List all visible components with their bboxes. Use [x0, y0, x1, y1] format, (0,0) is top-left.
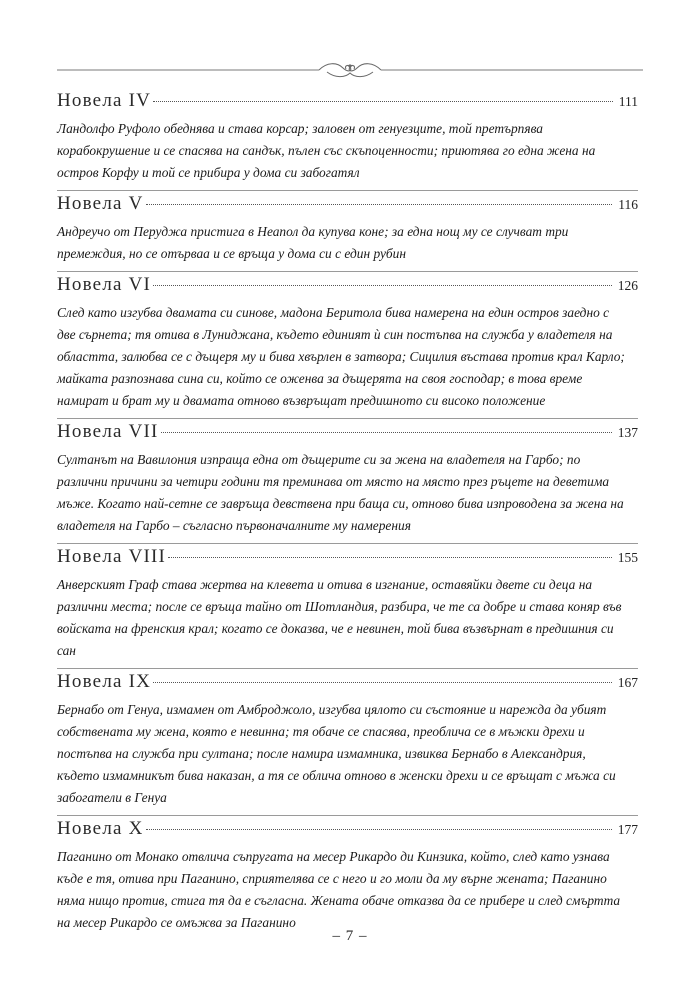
entry-page-number: 126 [617, 278, 638, 293]
dot-leader [153, 285, 612, 286]
entry-page-number: 155 [617, 550, 638, 565]
entry-summary: Анверският Граф става жертва на клевета и отива в изгнание, оставяйки двете си деца на различни места; после се връща тайно от Шотландия, разбира, че те са добре и става коняр във войската на френския крал; когато се доказва, че е невинен, той бива възвърнат в предишния си сан [57, 577, 622, 658]
dot-leader [161, 432, 612, 433]
entry-summary: Ландолфо Руфоло обеднява и става корсар; заловен от генуезците, той претърпява корабокрушение и се спасява на сандък, пълен със скъпоценности; приютява го една жена на остров Корфу и той се прибира у дома си забогатял [57, 121, 596, 180]
entry-page-number: 111 [618, 94, 638, 109]
dot-leader [168, 557, 612, 558]
divider [57, 271, 638, 272]
dot-leader [146, 204, 613, 205]
dot-leader [153, 101, 613, 102]
entry-summary: Бернабо от Генуа, измамен от Амброджоло, изгубва цялото си състояние и нарежда да убият собствената му жена, която е невинна; тя обаче се спасява, преоблича се в мъжки дрехи и постъпва на служба при султана; после намира измамника, извиква Бернабо в Александрия, където измамникът бива наказан, а тя се облича отново в женски дрехи и се връщат с мъжа си забогатели в Генуа [57, 702, 616, 805]
toc-entry[interactable] [57, 671, 638, 816]
dot-leader [146, 829, 612, 830]
page-number-footer: – 7 – [332, 928, 368, 944]
toc-entry[interactable] [57, 421, 638, 544]
entry-title: Новела IV [57, 90, 152, 111]
entry-summary: След като изгубва двамата си синове, мадона Беритола бива намерена на един остров заедно с две сърнета; тя отива в Луниджана, където единият ѝ син постъпва на служба у владетеля на областта, залюбва се с дъщеря му и бива хвърлен в затвора; Сицилия въстава против крал Карло; майката разпознава сина си, който се оженва за дъщерята на своя господар; в това време намират и брат му и двамата отново възвръщат предишното си високо положение [57, 305, 625, 408]
divider [57, 543, 638, 544]
entry-title: Новела IX [57, 671, 152, 692]
flourish-divider-icon [57, 58, 643, 82]
table-of-contents [57, 90, 638, 940]
entry-page-number: 137 [617, 425, 638, 440]
divider [57, 668, 638, 669]
divider [57, 815, 638, 816]
entry-summary: Султанът на Вавилония изпраща една от дъщерите си за жена на владетеля на Гарбо; по различни причини за четири години тя преминава от място на място през ръцете на деветима мъже. Когато най-сетне се завръща девствена при баща си, отново бива изпроводена за жена на владетеля на Гарбо – съгласно първоначалните му намерения [57, 452, 624, 533]
entry-title: Новела VIII [57, 546, 167, 567]
divider [57, 190, 638, 191]
toc-entry[interactable] [57, 818, 638, 934]
divider [57, 418, 638, 419]
entry-title: Новела X [57, 818, 144, 839]
toc-entry[interactable] [57, 90, 638, 191]
toc-entry[interactable] [57, 546, 638, 669]
header-ornament [57, 58, 643, 82]
dot-leader [153, 682, 612, 683]
entry-page-number: 167 [617, 675, 638, 690]
toc-entry[interactable] [57, 193, 638, 272]
toc-entry[interactable] [57, 274, 638, 419]
entry-summary: Паганино от Монако отвлича съпругата на месер Рикардо ди Кинзика, който, след като узнава къде е тя, отива при Паганино, сприятелява се с него и го моли да му върне жената; Паганино няма нищо против, стига тя да е съгласна. Жената обаче отказва да се прибере и след смъртта на месер Рикардо се омъжва за Паганино [57, 849, 621, 930]
entry-summary: Андреучо от Перуджа пристига в Неапол да купува коне; за една нощ му се случват три премеждия, но се отърваа и се връща у дома си с един рубин [57, 224, 569, 261]
entry-page-number: 116 [618, 197, 638, 212]
entry-title: Новела VII [57, 421, 159, 442]
entry-page-number: 177 [617, 822, 638, 837]
entry-title: Новела VI [57, 274, 152, 295]
entry-title: Новела V [57, 193, 144, 214]
